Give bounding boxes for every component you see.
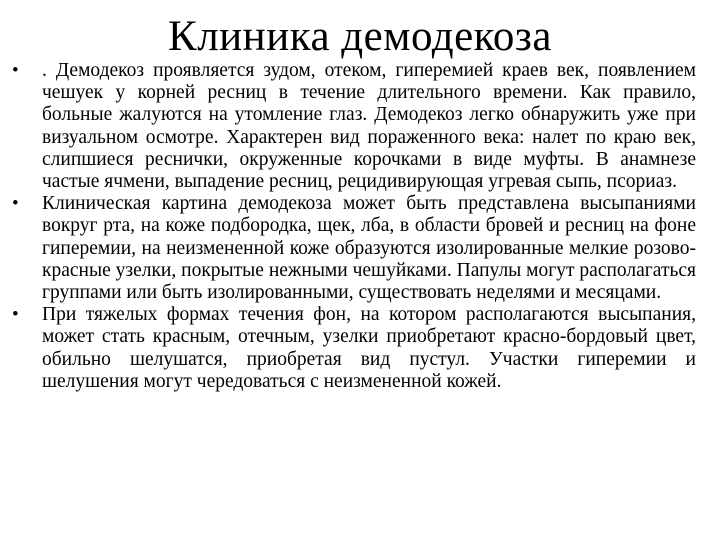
bullet-item-1	[0, 60, 720, 193]
bullet-list	[0, 60, 720, 393]
bullet-text-1: . Демодекоз проявляется зудом, отеком, гиперемией краев век, появлением чешуек у корней ресниц в течение длительного времени. Как правило, больные жалуются на утомление глаз. Демодекоз легко обнаружить уже при визуальном осмотре. Характерен вид пораженного века: налет по краю век, слипшиеся реснички, окруженные корочками в виде муфты. В анамнезе частые ячмени, выпадение ресниц, рецидивирующая угревая сыпь, псориаз.	[42, 60, 696, 193]
bullet-item-2	[0, 193, 720, 304]
bullet-text-2: Клиническая картина демодекоза может быть представлена высыпаниями вокруг рта, на коже подбородка, щек, лба, в области бровей и ресниц на фоне гиперемии, на неизмененной коже образуются изолированные мелкие розово-красные узелки, покрытые нежными чешуйками. Папулы могут располагаться группами или быть изолированными, существовать неделями и месяцами.	[42, 193, 696, 304]
bullet-item-3	[0, 304, 720, 393]
slide-title: Клиника демодекоза	[168, 13, 552, 60]
bullet-dot-icon: •	[12, 193, 19, 215]
bullet-dot-icon: •	[12, 60, 19, 81]
bullet-dot-icon: •	[12, 304, 19, 326]
bullet-text-3: При тяжелых формах течения фон, на котором располагаются высыпания, может стать красным, отечным, узелки приобретают красно-бордовый цвет, обильно шелушатся, приобретая вид пустул. Участки гиперемии и шелушения могут чередоваться с неизмененной кожей.	[42, 304, 696, 392]
